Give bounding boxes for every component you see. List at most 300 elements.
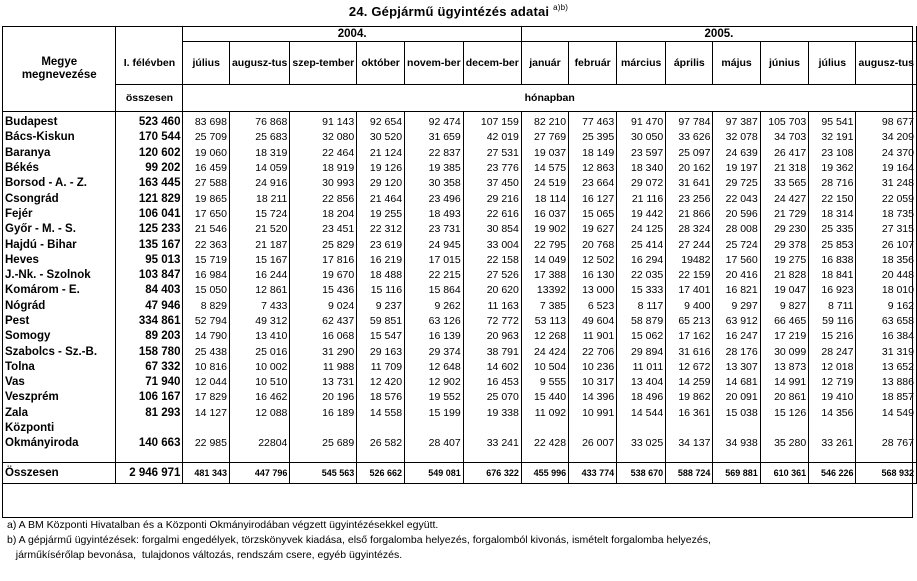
month-value: 20 768	[569, 237, 617, 252]
month-value: 15 065	[569, 207, 617, 222]
month-value: 15 167	[229, 253, 289, 268]
month-value: 6 523	[569, 299, 617, 314]
county-total: 95 013	[116, 253, 183, 268]
month-value: 14 602	[463, 360, 521, 375]
month-value: 26 582	[357, 436, 405, 451]
month-value: 18 576	[357, 390, 405, 405]
total-col-header: I. félévben	[116, 42, 183, 85]
county-name: Somogy	[3, 329, 116, 344]
spacer-cell	[405, 452, 464, 463]
sum-month-value: 610 361	[760, 462, 808, 483]
month-value: 25 709	[183, 130, 230, 145]
month-value: 20 620	[463, 283, 521, 298]
sum-month-value: 447 796	[229, 462, 289, 483]
month-value: 27 315	[856, 222, 917, 237]
month-value: 16 459	[183, 161, 230, 176]
month-value: 15 116	[357, 283, 405, 298]
month-value: 30 854	[463, 222, 521, 237]
month-value: 18 841	[809, 268, 856, 283]
month-value: 14 049	[521, 253, 568, 268]
spacer-cell	[290, 452, 357, 463]
month-value: 11 901	[569, 329, 617, 344]
county-name: Fejér	[3, 207, 116, 222]
month-value: 23 108	[809, 146, 856, 161]
month-value: 16 244	[229, 268, 289, 283]
month-value: 21 187	[229, 237, 289, 252]
month-value: 16 984	[183, 268, 230, 283]
central-blank	[569, 421, 617, 436]
central-blank	[713, 421, 760, 436]
county-name: Heves	[3, 253, 116, 268]
month-value: 13 886	[856, 375, 917, 390]
county-name: Vas	[3, 375, 116, 390]
month-value: 15 440	[521, 390, 568, 405]
county-total: 135 167	[116, 237, 183, 252]
month-value: 21 729	[760, 207, 808, 222]
month-value: 22 215	[405, 268, 464, 283]
month-value: 12 502	[569, 253, 617, 268]
month-value: 16 923	[809, 283, 856, 298]
month-value: 33 004	[463, 237, 521, 252]
table-row	[3, 130, 917, 145]
month-value: 16 453	[463, 375, 521, 390]
month-value: 11 092	[521, 406, 568, 421]
county-total: 47 946	[116, 299, 183, 314]
month-value: 14 549	[856, 406, 917, 421]
sum-month-value: 455 996	[521, 462, 568, 483]
month-value: 83 698	[183, 112, 230, 131]
month-value: 10 991	[569, 406, 617, 421]
month-value: 12 902	[405, 375, 464, 390]
month-value: 16 068	[290, 329, 357, 344]
month-value: 29 894	[617, 344, 666, 359]
month-value: 13 410	[229, 329, 289, 344]
month-value: 63 126	[405, 314, 464, 329]
title-superscript: a)b)	[553, 3, 569, 12]
month-value: 23 619	[357, 237, 405, 252]
header-sub-row	[3, 85, 917, 112]
month-value: 18 149	[569, 146, 617, 161]
month-value: 33 565	[760, 176, 808, 191]
year-2004-header: 2004.	[183, 26, 521, 42]
county-name: Csongrád	[3, 191, 116, 206]
county-total: 334 861	[116, 314, 183, 329]
sum-month-value: 433 774	[569, 462, 617, 483]
month-header-2005-2: március	[617, 42, 666, 85]
table-row	[3, 191, 917, 206]
month-header-2005-0: január	[521, 42, 568, 85]
month-value: 28 324	[666, 222, 713, 237]
month-header-2005-5: június	[760, 42, 808, 85]
month-value: 22 856	[290, 191, 357, 206]
month-value: 24 916	[229, 176, 289, 191]
sum-month-value: 676 322	[463, 462, 521, 483]
county-name: Békés	[3, 161, 116, 176]
month-value: 95 541	[809, 112, 856, 131]
month-value: 18 319	[229, 146, 289, 161]
month-value: 9 827	[760, 299, 808, 314]
month-header-2005-7: augusz-tus	[856, 42, 917, 85]
month-value: 32 191	[809, 130, 856, 145]
month-value: 10 002	[229, 360, 289, 375]
county-total: 89 203	[116, 329, 183, 344]
sum-month-value: 481 343	[183, 462, 230, 483]
month-value: 28 767	[856, 436, 917, 451]
month-value: 15 436	[290, 283, 357, 298]
month-value: 52 794	[183, 314, 230, 329]
county-total: 106 167	[116, 390, 183, 405]
sum-month-value: 545 563	[290, 462, 357, 483]
table-row	[3, 112, 917, 131]
month-value: 12 863	[569, 161, 617, 176]
month-value: 29 725	[713, 176, 760, 191]
month-value: 27 526	[463, 268, 521, 283]
table-row	[3, 161, 917, 176]
month-value: 20 196	[290, 390, 357, 405]
spacer-cell	[856, 452, 917, 463]
month-header-2005-3: április	[666, 42, 713, 85]
month-value: 19 255	[357, 207, 405, 222]
month-value: 25 395	[569, 130, 617, 145]
sum-row	[3, 462, 917, 483]
month-value: 22 795	[521, 237, 568, 252]
month-value: 62 437	[290, 314, 357, 329]
month-value: 30 050	[617, 130, 666, 145]
sum-month-value: 588 724	[666, 462, 713, 483]
month-value: 19 126	[357, 161, 405, 176]
month-value: 16 130	[569, 268, 617, 283]
month-value: 25 070	[463, 390, 521, 405]
month-value: 20 448	[856, 268, 917, 283]
month-value: 15 719	[183, 253, 230, 268]
month-value: 29 378	[760, 237, 808, 252]
county-header	[3, 26, 116, 112]
month-value: 18 857	[856, 390, 917, 405]
central-name-line2: Okmányiroda	[3, 436, 116, 451]
month-value: 24 370	[856, 146, 917, 161]
spacer-cell	[666, 452, 713, 463]
county-name: Nógrád	[3, 299, 116, 314]
month-value: 76 868	[229, 112, 289, 131]
month-value: 18 314	[809, 207, 856, 222]
month-value: 9 024	[290, 299, 357, 314]
month-value: 25 689	[290, 436, 357, 451]
spacer-cell	[617, 452, 666, 463]
month-value: 10 317	[569, 375, 617, 390]
month-value: 29 216	[463, 191, 521, 206]
month-value: 18 211	[229, 191, 289, 206]
month-value: 26 417	[760, 146, 808, 161]
month-value: 12 861	[229, 283, 289, 298]
month-value: 21 464	[357, 191, 405, 206]
county-total: 158 780	[116, 344, 183, 359]
month-value: 12 018	[809, 360, 856, 375]
month-value: 82 210	[521, 112, 568, 131]
month-value: 14 356	[809, 406, 856, 421]
month-value: 19 047	[760, 283, 808, 298]
data-table	[2, 26, 917, 484]
month-value: 16 219	[357, 253, 405, 268]
month-value: 19 060	[183, 146, 230, 161]
month-value: 11 988	[290, 360, 357, 375]
county-total: 125 233	[116, 222, 183, 237]
county-total: 71 940	[116, 375, 183, 390]
sum-total: 2 946 971	[116, 462, 183, 483]
month-header-2004-5: decem-ber	[463, 42, 521, 85]
month-value: 16 821	[713, 283, 760, 298]
month-value: 33 261	[809, 436, 856, 451]
month-value: 18 340	[617, 161, 666, 176]
central-name-line1: Központi	[3, 421, 116, 436]
month-value: 33 025	[617, 436, 666, 451]
month-value: 16 127	[569, 191, 617, 206]
county-name: Bács-Kiskun	[3, 130, 116, 145]
month-value: 24 427	[760, 191, 808, 206]
month-value: 59 851	[357, 314, 405, 329]
month-value: 22 312	[357, 222, 405, 237]
month-value: 17 015	[405, 253, 464, 268]
month-value: 19 670	[290, 268, 357, 283]
month-value: 49 312	[229, 314, 289, 329]
month-value: 28 716	[809, 176, 856, 191]
central-blank	[856, 421, 917, 436]
month-value: 20 162	[666, 161, 713, 176]
month-value: 19 197	[713, 161, 760, 176]
month-value: 12 719	[809, 375, 856, 390]
county-name: Baranya	[3, 146, 116, 161]
header-year-row	[3, 26, 917, 42]
central-blank	[463, 421, 521, 436]
month-value: 25 853	[809, 237, 856, 252]
month-value: 15 547	[357, 329, 405, 344]
month-value: 22 706	[569, 344, 617, 359]
month-value: 31 616	[666, 344, 713, 359]
month-value: 30 358	[405, 176, 464, 191]
spacer-cell	[183, 452, 230, 463]
footnote-b-cont: járműkísérőlap bevonása, tulajdonos változás, rendszám csere, egyéb ügyintézés.	[7, 549, 403, 561]
month-value: 37 450	[463, 176, 521, 191]
month-value: 19 275	[760, 253, 808, 268]
header-month-row	[3, 42, 917, 85]
month-value: 19 385	[405, 161, 464, 176]
month-value: 19 362	[809, 161, 856, 176]
month-value: 12 420	[357, 375, 405, 390]
month-value: 30 993	[290, 176, 357, 191]
spacer-row	[3, 452, 917, 463]
month-value: 25 683	[229, 130, 289, 145]
sum-month-value: 526 662	[357, 462, 405, 483]
table-row	[3, 375, 917, 390]
month-value: 30 520	[357, 130, 405, 145]
month-value: 49 604	[569, 314, 617, 329]
month-value: 29 374	[405, 344, 464, 359]
month-value: 11 709	[357, 360, 405, 375]
month-value: 21 116	[617, 191, 666, 206]
month-value: 34 137	[666, 436, 713, 451]
sum-label: Összesen	[3, 462, 116, 483]
month-value: 17 560	[713, 253, 760, 268]
month-value: 29 230	[760, 222, 808, 237]
table-row	[3, 283, 917, 298]
month-value: 14 127	[183, 406, 230, 421]
month-value: 21 546	[183, 222, 230, 237]
month-value: 22 464	[290, 146, 357, 161]
table-row	[3, 299, 917, 314]
month-value: 16 139	[405, 329, 464, 344]
month-value: 27 588	[183, 176, 230, 191]
month-value: 16 037	[521, 207, 568, 222]
month-value: 19 627	[569, 222, 617, 237]
county-name: J.-Nk. - Szolnok	[3, 268, 116, 283]
month-value: 22 158	[463, 253, 521, 268]
month-value: 20 091	[713, 390, 760, 405]
month-value: 20 596	[713, 207, 760, 222]
month-value: 12 088	[229, 406, 289, 421]
month-value: 19 552	[405, 390, 464, 405]
table-row	[3, 360, 917, 375]
month-value: 16 838	[809, 253, 856, 268]
month-header-2004-1: augusz-tus	[229, 42, 289, 85]
county-total: 523 460	[116, 112, 183, 131]
month-value: 17 829	[183, 390, 230, 405]
month-value: 9 162	[856, 299, 917, 314]
month-value: 16 247	[713, 329, 760, 344]
month-value: 23 256	[666, 191, 713, 206]
month-value: 17 388	[521, 268, 568, 283]
month-value: 66 465	[760, 314, 808, 329]
month-value: 32 080	[290, 130, 357, 145]
month-value: 53 113	[521, 314, 568, 329]
month-value: 23 496	[405, 191, 464, 206]
month-header-2004-4: novem-ber	[405, 42, 464, 85]
county-name: Győr - M. - S.	[3, 222, 116, 237]
table-row	[3, 268, 917, 283]
table-row	[3, 146, 917, 161]
month-value: 97 784	[666, 112, 713, 131]
month-header-2004-3: október	[357, 42, 405, 85]
month-value: 22 428	[521, 436, 568, 451]
month-value: 10 816	[183, 360, 230, 375]
month-value: 15 864	[405, 283, 464, 298]
month-value: 27 769	[521, 130, 568, 145]
month-value: 107 159	[463, 112, 521, 131]
table-row	[3, 314, 917, 329]
month-value: 14 991	[760, 375, 808, 390]
table-row	[3, 406, 917, 421]
spacer-cell	[521, 452, 568, 463]
month-value: 13 873	[760, 360, 808, 375]
county-total: 170 544	[116, 130, 183, 145]
month-value: 72 772	[463, 314, 521, 329]
month-value: 15 333	[617, 283, 666, 298]
month-header-2005-4: május	[713, 42, 760, 85]
county-name: Borsod - A. - Z.	[3, 176, 116, 191]
month-value: 15 062	[617, 329, 666, 344]
table-title	[0, 3, 917, 19]
month-value: 105 703	[760, 112, 808, 131]
month-value: 18 356	[856, 253, 917, 268]
month-value: 16 384	[856, 329, 917, 344]
month-value: 13 307	[713, 360, 760, 375]
county-total: 84 403	[116, 283, 183, 298]
footnote-b: b) A gépjármű ügyintézések: forgalmi engedélyek, törzskönyvek kiadása, első forgalomba helyezés, forgalomból kivonás, ismételt forgalomba helyezés,	[7, 534, 711, 546]
month-value: 28 008	[713, 222, 760, 237]
central-blank	[760, 421, 808, 436]
month-value: 20 963	[463, 329, 521, 344]
month-value: 25 438	[183, 344, 230, 359]
month-value: 16 294	[617, 253, 666, 268]
month-value: 19 442	[617, 207, 666, 222]
month-value: 33 626	[666, 130, 713, 145]
month-value: 19 338	[463, 406, 521, 421]
table-row	[3, 222, 917, 237]
table-row	[3, 253, 917, 268]
month-value: 25 414	[617, 237, 666, 252]
central-blank	[521, 421, 568, 436]
month-value: 24 639	[713, 146, 760, 161]
month-value: 16 462	[229, 390, 289, 405]
county-name: Pest	[3, 314, 116, 329]
spacer-cell	[463, 452, 521, 463]
months-sub-header: hónapban	[183, 85, 917, 112]
month-value: 19 862	[666, 390, 713, 405]
month-value: 25 724	[713, 237, 760, 252]
month-header-2004-0: július	[183, 42, 230, 85]
month-value: 22 159	[666, 268, 713, 283]
month-value: 32 078	[713, 130, 760, 145]
month-value: 8 117	[617, 299, 666, 314]
spacer-cell	[713, 452, 760, 463]
month-value: 15 126	[760, 406, 808, 421]
month-value: 14 544	[617, 406, 666, 421]
month-value: 16 189	[290, 406, 357, 421]
central-blank	[116, 421, 183, 436]
month-value: 8 829	[183, 299, 230, 314]
month-value: 24 519	[521, 176, 568, 191]
table-row	[3, 237, 917, 252]
month-value: 10 236	[569, 360, 617, 375]
month-value: 28 247	[809, 344, 856, 359]
table-row	[3, 176, 917, 191]
month-value: 23 597	[617, 146, 666, 161]
county-name: Hajdú - Bihar	[3, 237, 116, 252]
table-row	[3, 421, 917, 436]
month-value: 18 735	[856, 207, 917, 222]
county-name: Tolna	[3, 360, 116, 375]
month-value: 15 038	[713, 406, 760, 421]
spacer-cell	[229, 452, 289, 463]
table-row	[3, 207, 917, 222]
month-value: 22 043	[713, 191, 760, 206]
month-value: 17 816	[290, 253, 357, 268]
spacer-cell	[116, 452, 183, 463]
month-value: 14 396	[569, 390, 617, 405]
month-value: 10 510	[229, 375, 289, 390]
total-sub-header: összesen	[116, 85, 183, 112]
month-value: 18 010	[856, 283, 917, 298]
county-total: 163 445	[116, 176, 183, 191]
county-total: 99 202	[116, 161, 183, 176]
county-total: 106 041	[116, 207, 183, 222]
table-row	[3, 390, 917, 405]
month-value: 23 731	[405, 222, 464, 237]
month-value: 18 114	[521, 191, 568, 206]
month-value: 23 664	[569, 176, 617, 191]
county-name: Veszprém	[3, 390, 116, 405]
month-value: 18 204	[290, 207, 357, 222]
month-value: 29 120	[357, 176, 405, 191]
month-value: 33 241	[463, 436, 521, 451]
